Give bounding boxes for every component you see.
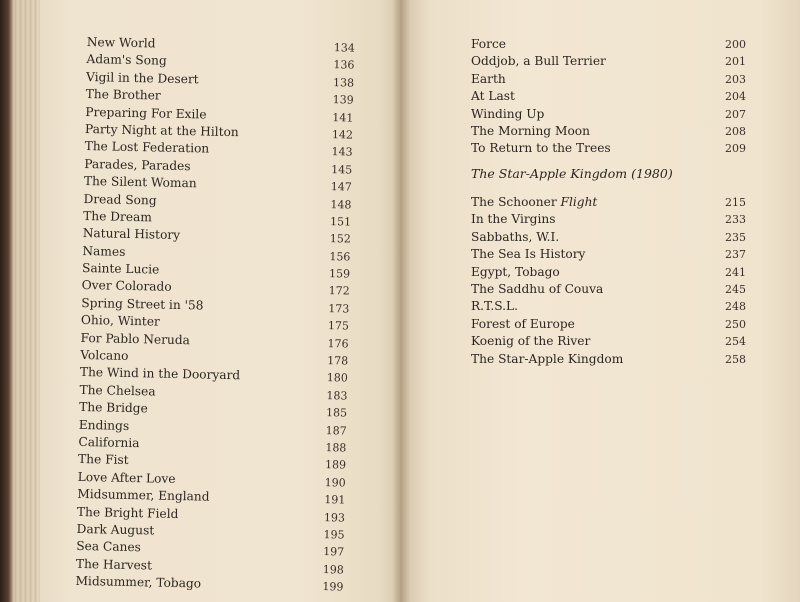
toc-entry-page-number: 201 bbox=[725, 55, 746, 69]
toc-entry-page-number: 204 bbox=[725, 90, 746, 104]
toc-entry-title: To Return to the Trees bbox=[471, 141, 611, 156]
toc-entry-title: Koenig of the River bbox=[471, 334, 591, 349]
book-gutter bbox=[392, 0, 410, 602]
toc-entry-title: Vigil in the Desert bbox=[85, 69, 199, 87]
toc-entry-page-number: 143 bbox=[331, 145, 353, 159]
toc-entry-page-number: 198 bbox=[322, 562, 344, 577]
toc-entry-title: Love After Love bbox=[77, 469, 176, 486]
toc-entry-page-number: 199 bbox=[322, 580, 344, 594]
toc-entry-page-number: 193 bbox=[323, 510, 346, 525]
toc-entry-title: Egypt, Tobago bbox=[471, 264, 560, 279]
toc-entry-title: Sea Canes bbox=[76, 539, 142, 555]
toc-entry bbox=[471, 316, 746, 333]
toc-entry-title: Parades, Parades bbox=[84, 156, 191, 173]
toc-entry-title: The Bridge bbox=[79, 400, 148, 416]
toc-entry-title: The Lost Federation bbox=[84, 139, 210, 156]
toc-entry bbox=[471, 246, 746, 263]
toc-entry bbox=[471, 333, 746, 350]
toc-left-list bbox=[75, 34, 367, 596]
toc-entry-page-number: 189 bbox=[324, 458, 347, 472]
toc-entry-page-number: 185 bbox=[325, 406, 348, 420]
toc-right-list-bottom bbox=[471, 194, 746, 368]
toc-entry-page-number: 183 bbox=[326, 388, 348, 403]
toc-entry bbox=[471, 71, 746, 88]
toc-entry-page-number: 151 bbox=[329, 215, 352, 229]
toc-entry-title: New World bbox=[86, 34, 156, 51]
toc-entry-page-number: 136 bbox=[333, 58, 355, 72]
toc-entry-title: At Last bbox=[471, 89, 515, 104]
toc-entry bbox=[471, 281, 746, 298]
toc-entry-title: Over Colorado bbox=[81, 278, 172, 295]
toc-entry-title: The Bright Field bbox=[76, 504, 179, 521]
toc-entry bbox=[471, 140, 746, 157]
toc-entry-title: Midsummer, England bbox=[77, 487, 210, 504]
toc-entry bbox=[471, 36, 746, 53]
toc-entry-title: The Dream bbox=[83, 208, 153, 225]
toc-entry-page-number: 180 bbox=[326, 371, 348, 385]
toc-entry-title: Earth bbox=[471, 71, 506, 86]
toc-entry-title: Sainte Lucie bbox=[81, 261, 160, 277]
toc-entry-page-number: 233 bbox=[725, 213, 746, 227]
toc-entry-page-number: 152 bbox=[329, 232, 351, 246]
toc-entry bbox=[471, 229, 746, 246]
toc-entry-page-number: 187 bbox=[325, 423, 347, 438]
toc-entry-page-number: 178 bbox=[327, 354, 349, 368]
toc-entry-page-number: 134 bbox=[333, 41, 355, 55]
toc-entry-page-number: 200 bbox=[725, 38, 746, 51]
toc-entry-title: Forest of Europe bbox=[471, 316, 575, 331]
toc-entry bbox=[471, 88, 746, 105]
toc-entry-title: Ohio, Winter bbox=[80, 313, 160, 329]
section-heading: The Star-Apple Kingdom (1980) bbox=[471, 166, 673, 181]
toc-entry-page-number: 191 bbox=[324, 493, 346, 507]
toc-entry-title: The Silent Woman bbox=[83, 174, 197, 191]
toc-entry-page-number: 207 bbox=[725, 107, 746, 121]
toc-entry-page-number: 241 bbox=[725, 265, 746, 279]
toc-entry-title: The Harvest bbox=[75, 556, 153, 573]
toc-entry-title: Winding Up bbox=[471, 106, 545, 121]
toc-entry-title: The Morning Moon bbox=[471, 123, 590, 138]
toc-entry-title: Dread Song bbox=[83, 191, 157, 208]
toc-entry-page-number: 173 bbox=[328, 301, 350, 316]
toc-entry bbox=[471, 298, 746, 315]
toc-entry-page-number: 245 bbox=[725, 282, 746, 296]
toc-entry-title: The Saddhu of Couva bbox=[471, 281, 604, 296]
toc-entry-page-number: 250 bbox=[725, 317, 746, 331]
toc-entry-title: Force bbox=[471, 37, 506, 51]
toc-entry-page-number: 147 bbox=[330, 180, 352, 194]
thumb bbox=[0, 0, 14, 602]
toc-entry-page-number: 142 bbox=[331, 128, 354, 142]
toc-entry-page-number: 172 bbox=[328, 284, 350, 299]
toc-entry-title: Midsummer, Tobago bbox=[75, 573, 202, 591]
toc-entry-title: The Brother bbox=[85, 87, 161, 103]
toc-entry-page-number: 254 bbox=[725, 335, 746, 349]
toc-entry-title: R.T.S.L. bbox=[471, 299, 519, 314]
toc-entry-page-number: 197 bbox=[323, 545, 345, 559]
toc-entry-title: Spring Street in '58 bbox=[81, 295, 204, 313]
toc-entry bbox=[471, 194, 746, 211]
toc-entry-page-number: 195 bbox=[323, 528, 345, 542]
toc-entry-title: Preparing For Exile bbox=[85, 104, 207, 122]
toc-entry-title: Names bbox=[82, 243, 126, 259]
toc-entry bbox=[471, 53, 746, 70]
toc-entry-page-number: 215 bbox=[725, 196, 746, 209]
toc-entry-page-number: 138 bbox=[332, 75, 355, 90]
toc-entry-page-number: 159 bbox=[328, 267, 351, 281]
toc-entry-title: The Chelsea bbox=[79, 382, 156, 399]
toc-entry-page-number: 258 bbox=[725, 352, 746, 366]
toc-entry-page-number: 175 bbox=[327, 319, 350, 333]
toc-entry-page-number: 156 bbox=[329, 249, 351, 264]
toc-entry-page-number: 208 bbox=[725, 124, 746, 138]
toc-entry-title: Party Night at the Hilton bbox=[84, 121, 239, 140]
toc-entry-title bbox=[471, 194, 597, 211]
toc-entry-title: For Pablo Neruda bbox=[80, 330, 191, 347]
toc-entry-page-number: 139 bbox=[332, 93, 354, 107]
toc-entry bbox=[471, 106, 746, 123]
toc-entry-page-number: 148 bbox=[330, 197, 352, 212]
toc-entry bbox=[471, 123, 746, 140]
toc-entry bbox=[471, 351, 746, 368]
toc-entry-page-number: 203 bbox=[725, 72, 746, 86]
toc-entry-title: Oddjob, a Bull Terrier bbox=[471, 54, 606, 69]
toc-entry-page-number: 141 bbox=[332, 110, 354, 125]
toc-entry bbox=[471, 211, 746, 228]
toc-entry-title: The Wind in the Dooryard bbox=[79, 365, 241, 383]
toc-entry-title: Natural History bbox=[82, 226, 181, 243]
toc-entry-title-italic: Flight bbox=[560, 195, 598, 209]
toc-entry-title: Sabbaths, W.I. bbox=[471, 229, 560, 244]
toc-entry-title-prefix: The Schooner bbox=[471, 195, 561, 209]
toc-entry-title: Volcano bbox=[80, 347, 129, 363]
toc-right-list-top bbox=[471, 36, 746, 158]
toc-entry-page-number: 190 bbox=[324, 475, 346, 490]
toc-entry-title: In the Virgins bbox=[471, 212, 556, 227]
toc-entry-title: Adam's Song bbox=[86, 52, 167, 69]
toc-entry-title: The Fist bbox=[77, 452, 129, 468]
toc-entry-page-number: 145 bbox=[331, 162, 353, 177]
toc-entry-title: Endings bbox=[78, 417, 130, 433]
toc-entry-page-number: 237 bbox=[725, 248, 746, 262]
toc-entry-page-number: 188 bbox=[325, 441, 347, 455]
toc-entry bbox=[471, 264, 746, 281]
toc-entry-title: The Star-Apple Kingdom bbox=[471, 351, 624, 366]
toc-entry-page-number: 248 bbox=[725, 300, 746, 314]
toc-entry-page-number: 209 bbox=[725, 142, 746, 156]
toc-entry-title: The Sea Is History bbox=[471, 247, 586, 262]
toc-entry-title: Dark August bbox=[76, 521, 155, 538]
toc-entry-page-number: 176 bbox=[327, 336, 349, 351]
toc-entry-title: California bbox=[78, 434, 140, 451]
toc-entry-page-number: 235 bbox=[725, 230, 746, 244]
